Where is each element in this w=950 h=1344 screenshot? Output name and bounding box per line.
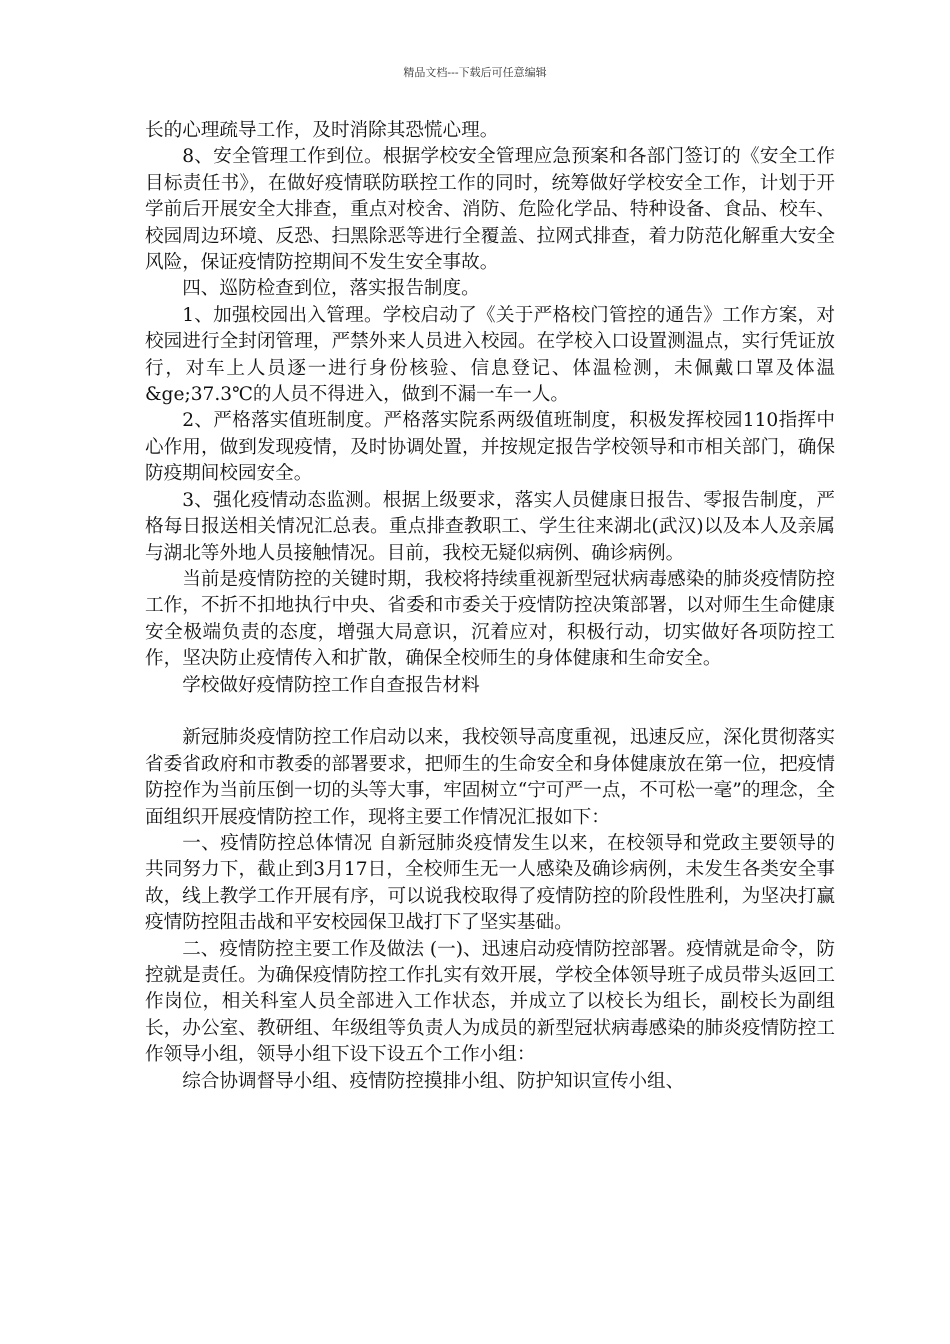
page-header: 精品文档---下载后可任意编辑 — [403, 66, 547, 79]
document-body — [145, 118, 835, 1095]
paragraph-6: 3、强化疫情动态监测。根据上级要求，落实人员健康日报告、零报告制度，严格每日报送相关情况汇总表。重点排查教职工、学生往来湖北(武汉)以及本人及亲属与湖北等外地人员接触情况。目前，我校无疑似病例、确诊病例。 — [145, 489, 835, 564]
paragraph-10: 二、疫情防控主要工作及做法 (一)、迅速启动疫情防控部署。疫情就是命令，防控就是责任。为确保疫情防控工作扎实有效开展，学校全体领导班子成员带头返回工作岗位，相关科室人员全部进入工作状态，并成立了以校长为组长，副校长为副组长，办公室、教研组、年级组等负责人为成员的新型冠状病毒感染的肺炎疫情防控工作领导小组，领导小组下设下设五个工作小组： — [145, 938, 835, 1066]
paragraph-5: 2、严格落实值班制度。严格落实院系两级值班制度，积极发挥校园110指挥中心作用，做到发现疫情，及时协调处置，并按规定报告学校领导和市相关部门，确保防疫期间校园安全。 — [145, 410, 835, 485]
blank-line — [145, 699, 835, 725]
paragraph-9: 一、疫情防控总体情况 自新冠肺炎疫情发生以来，在校领导和党政主要领导的共同努力下，截止到3月17日，全校师生无一人感染及确诊病例，未发生各类安全事故，线上教学工作开展有序，可以说我校取得了疫情防控的阶段性胜利，为坚决打赢疫情防控阻击战和平安校园保卫战打下了坚实基础。 — [145, 832, 835, 934]
paragraph-1: 长的心理疏导工作，及时消除其恐慌心理。 — [145, 120, 499, 141]
paragraph-11: 综合协调督导小组、疫情防控摸排小组、防护知识宣传小组、 — [182, 1070, 685, 1092]
paragraph-4: 1、加强校园出入管理。学校启动了《关于严格校门管控的通告》工作方案，对校园进行全封闭管理，严禁外来人员进入校园。在学校入口设置测温点，实行凭证放行，对车上人员逐一进行身份核验、信息登记、体温检测，未佩戴口罩及体温&ge;37.3℃的人员不得进入，做到不漏一车一人。 — [145, 304, 835, 406]
paragraph-2: 8、安全管理工作到位。根据学校安全管理应急预案和各部门签订的《安全工作目标责任书》，在做好疫情联防联控工作的同时，统筹做好学校安全工作，计划于开学前后开展安全大排查，重点对校舍、消防、危险化学品、特种设备、食品、校车、校园周边环境、反恐、扫黑除恶等进行全覆盖、拉网式排查，着力防范化解重大安全风险，保证疫情防控期间不发生安全事故。 — [145, 146, 835, 274]
section-title: 学校做好疫情防控工作自查报告材料 — [182, 674, 480, 696]
paragraph-3: 四、巡防检查到位，落实报告制度。 — [182, 278, 480, 300]
paragraph-7: 当前是疫情防控的关键时期，我校将持续重视新型冠状病毒感染的肺炎疫情防控工作，不折不扣地执行中央、省委和市委关于疫情防控决策部署，以对师生生命健康安全极端负责的态度，增强大局意识，沉着应对，积极行动，切实做好各项防控工作，坚决防止疫情传入和扩散，确保全校师生的身体健康和生命安全。 — [145, 568, 835, 670]
paragraph-8: 新冠肺炎疫情防控工作启动以来，我校领导高度重视，迅速反应，深化贯彻落实省委省政府和市教委的部署要求，把师生的生命安全和身体健康放在第一位，把疫情防控作为当前压倒一切的头等大事，牢固树立“宁可严一点，不可松一毫”的理念，全面组织开展疫情防控工作，现将主要工作情况汇报如下： — [145, 727, 835, 828]
